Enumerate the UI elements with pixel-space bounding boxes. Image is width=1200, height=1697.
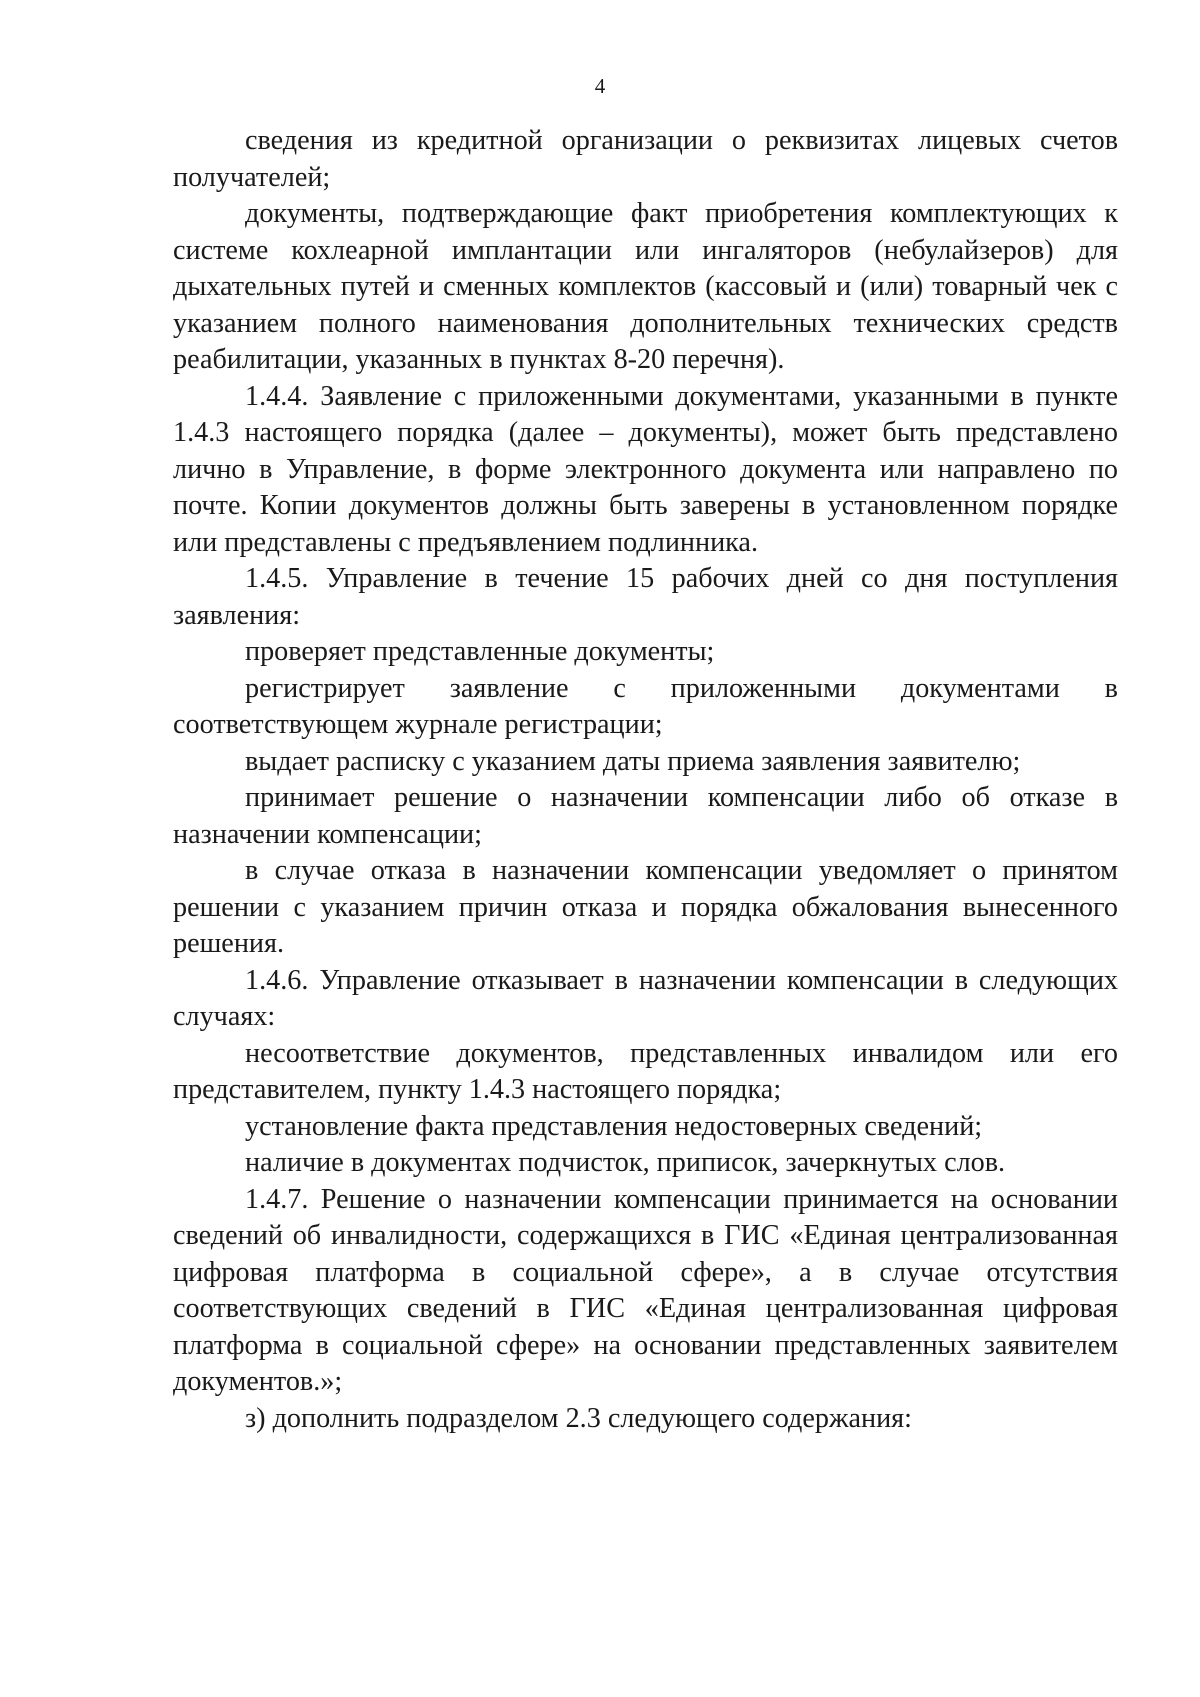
paragraph-1-4-6: 1.4.6. Управление отказывает в назначении компенсации в следующих случаях: (173, 964, 1118, 1032)
paragraph-bank-details: сведения из кредитной организации о реквизитах лицевых счетов получателей; (173, 125, 1118, 193)
paragraph-registers-application: регистрирует заявление с приложенными документами в соответствующем журнале регистрации; (173, 672, 1118, 740)
page-number: 4 (594, 74, 606, 98)
paragraph-refusal-notice: в случае отказа в назначении компенсации уведомляет о принятом решении с указанием причин отказа и порядка обжалования вынесенного решения. (173, 855, 1118, 959)
paragraph-issues-receipt: выдает расписку с указанием даты приема заявления заявителю; (245, 745, 1021, 777)
paragraph-documents-mismatch: несоответствие документов, представленных инвалидом или его представителем, пункту 1.4.3 настоящего порядка; (173, 1037, 1118, 1105)
paragraph-checks-documents: проверяет представленные документы; (245, 636, 715, 667)
paragraph-purchase-documents: документы, подтверждающие факт приобретения комплектующих к системе кохлеарной имплантации или ингаляторов (небулайзеров) для дыхательных путей и сменных комплектов (кассовый и (или) товарный чек с указанием полного наименования дополнительных технических средств реабилитации, указанных в пунктах 8-20 перечня). (173, 198, 1118, 375)
document-body (173, 123, 1118, 1437)
paragraph-false-information: установление факта представления недостоверных сведений; (245, 1110, 983, 1142)
paragraph-subsection-2-3: з) дополнить подразделом 2.3 следующего содержания: (245, 1402, 912, 1434)
paragraph-1-4-5: 1.4.5. Управление в течение 15 рабочих дней со дня поступления заявления: (173, 563, 1118, 631)
paragraph-1-4-4: 1.4.4. Заявление с приложенными документами, указанными в пункте 1.4.3 настоящего порядка (далее – документы), может быть представлено лично в Управление, в форме электронного документа или направлено по почте. Копии документов должны быть заверены в установленном порядке или представлены с предъявлением подлинника. (173, 380, 1118, 558)
paragraph-makes-decision: принимает решение о назначении компенсации либо об отказе в назначении компенсации; (173, 782, 1118, 850)
paragraph-erasures: наличие в документах подчисток, приписок, зачеркнутых слов. (245, 1147, 1006, 1178)
paragraph-1-4-7: 1.4.7. Решение о назначении компенсации принимается на основании сведений об инвалидности, содержащихся в ГИС «Единая централизованная цифровая платформа в социальной сфере», а в случае отсутствия соответствующих сведений в ГИС «Единая централизованная цифровая платформа в социальной сфере» на основании представленных заявителем документов.»; (173, 1183, 1118, 1397)
